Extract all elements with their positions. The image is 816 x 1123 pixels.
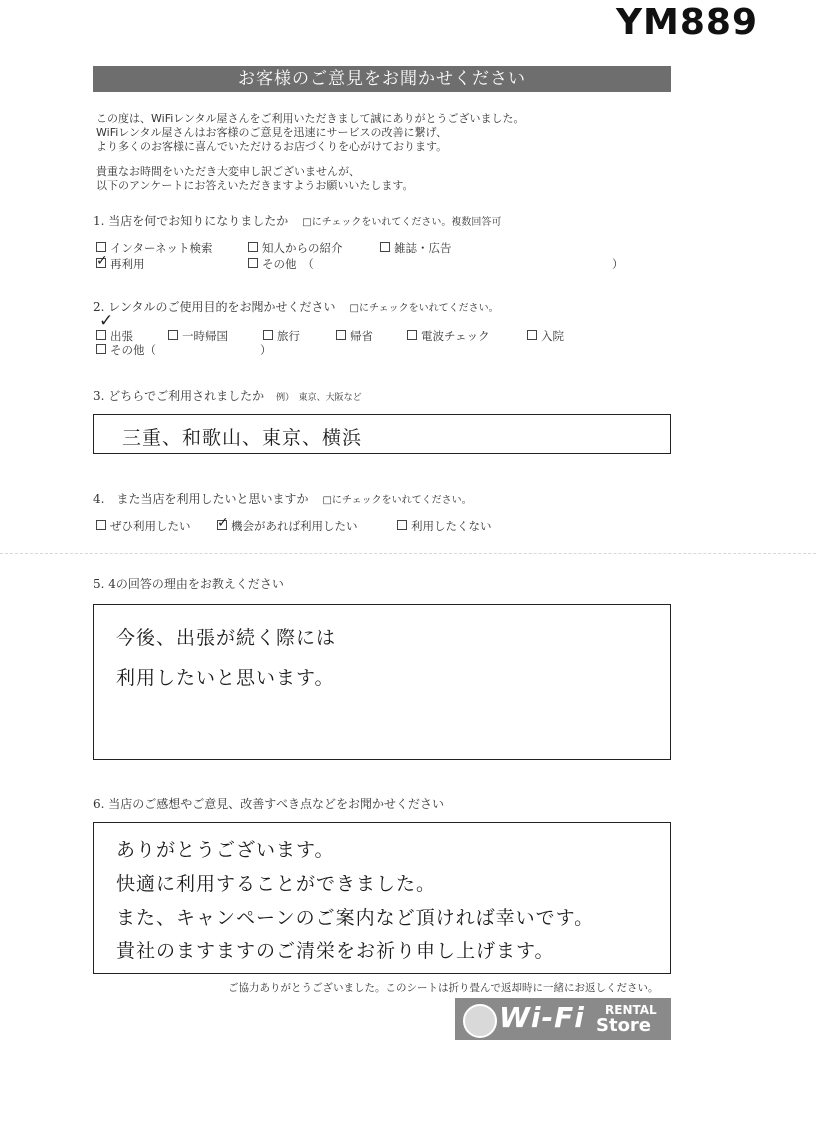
q1-option-checked[interactable]: ✓ 再利用 — [96, 253, 145, 271]
intro-line: より多くのお客様に喜んでいただけるお店づくりを心がけております。 — [96, 140, 448, 153]
q6-label: 6. 当店のご感想やご意見、改善すべき点などをお聞かせください — [93, 797, 445, 811]
q3-answer-box[interactable] — [93, 414, 671, 454]
q3-label — [93, 387, 362, 404]
checkbox[interactable] — [248, 258, 258, 268]
survey-title-banner: お客様のご意見をお聞かせください — [93, 66, 671, 92]
checkbox[interactable] — [263, 330, 273, 340]
intro-line: WiFiレンタル屋さんはお客様のご意見を迅速にサービスの改善に繋げ、 — [96, 126, 448, 139]
q3-example: 例） 東京、大阪など — [276, 393, 362, 403]
q2-text: 2. レンタルのご使用目的をお聞かせください — [93, 300, 336, 314]
intro-text — [96, 112, 525, 193]
checkbox[interactable] — [248, 242, 258, 252]
q1-other-close: ） — [612, 257, 624, 271]
fold-line — [0, 553, 816, 554]
q4-option[interactable]: ぜひ利用したい — [96, 518, 191, 534]
checkbox[interactable] — [380, 242, 390, 252]
q1-option[interactable]: インターネット検索 — [96, 240, 212, 256]
q4-option-checked[interactable]: ✓ 機会があれば利用したい — [217, 515, 358, 533]
checkbox[interactable] — [96, 242, 106, 252]
q6-answer-line: 快適に利用することができました。 — [116, 873, 437, 895]
q1-label — [93, 212, 501, 229]
q4-label — [93, 490, 472, 507]
checkbox[interactable] — [407, 330, 417, 340]
checkbox-checked[interactable] — [96, 330, 106, 340]
q2-option[interactable]: 入院 — [527, 328, 564, 344]
q1-note: □にチェックをいれてください。複数回答可 — [302, 217, 502, 228]
q2-other-close: ） — [260, 343, 272, 357]
mascot-icon — [463, 1004, 497, 1038]
q2-option[interactable]: 帰省 — [336, 328, 373, 344]
q2-option[interactable]: 旅行 — [263, 328, 300, 344]
q1-option[interactable]: 雑誌・広告 — [380, 240, 452, 256]
q2-option[interactable]: 一時帰国 — [168, 328, 228, 344]
intro-line: この度は、WiFiレンタル屋さんをご利用いただきまして誠にありがとうございました。 — [96, 112, 525, 125]
checkbox[interactable] — [527, 330, 537, 340]
checkmark-icon: ✓ — [96, 253, 108, 269]
q3-text: 3. どちらでご利用されましたか — [93, 389, 265, 403]
checkbox-checked[interactable] — [96, 253, 108, 269]
q2-option[interactable]: 電波チェック — [407, 328, 490, 344]
checkmark-icon: ✓ — [99, 311, 114, 331]
q1-option[interactable]: その他 （ — [248, 256, 314, 272]
checkbox[interactable] — [168, 330, 178, 340]
q1-text: 1. 当店を何でお知りになりましたか — [93, 214, 289, 228]
q3-answer: 三重、和歌山、東京、横浜 — [122, 427, 363, 449]
intro-line: 貴重なお時間をいただき大変申し訳ございませんが、 — [96, 165, 360, 178]
logo-store: Store — [596, 1015, 652, 1036]
footer-note: ご協力ありがとうございました。このシートは折り畳んで返却時に一緒にお返しください。 — [228, 982, 659, 994]
checkmark-icon: ✓ — [217, 515, 229, 531]
q4-option[interactable]: 利用したくない — [397, 518, 492, 534]
q2-label — [93, 298, 499, 315]
q4-text: 4. また当店を利用したいと思いますか — [93, 492, 309, 506]
checkbox[interactable] — [96, 344, 106, 354]
checkbox-checked[interactable] — [217, 515, 229, 531]
intro-line: 以下のアンケートにお答えいただきますようお願いいたします。 — [96, 179, 414, 192]
q5-answer-line: 今後、出張が続く際には — [116, 627, 337, 649]
q2-note: □にチェックをいれてください。 — [349, 303, 499, 314]
q2-option[interactable]: その他（ — [96, 342, 156, 358]
checkbox[interactable] — [397, 520, 407, 530]
q2-option-checked[interactable]: 出張 — [96, 328, 133, 344]
logo-rental: RENTAL — [605, 1003, 657, 1017]
q5-answer-box[interactable] — [93, 604, 671, 760]
document-id: YM889 — [615, 2, 758, 43]
q6-answer-line: また、キャンペーンのご案内など頂ければ幸いです。 — [116, 907, 595, 929]
q4-note: □にチェックをいれてください。 — [322, 495, 472, 506]
q6-answer-line: 貴社のますますのご清栄をお祈り申し上げます。 — [116, 940, 555, 962]
q6-answer-line: ありがとうございます。 — [116, 839, 335, 861]
wifi-rental-store-logo — [455, 998, 671, 1040]
q5-answer-line: 利用したいと思います。 — [116, 667, 335, 689]
checkbox[interactable] — [336, 330, 346, 340]
q5-label: 5. 4の回答の理由をお教えください — [93, 577, 284, 591]
checkbox[interactable] — [96, 520, 106, 530]
logo-wifi: Wi-Fi — [499, 1001, 585, 1034]
q1-option[interactable]: 知人からの紹介 — [248, 240, 343, 256]
q6-answer-box[interactable] — [93, 822, 671, 974]
